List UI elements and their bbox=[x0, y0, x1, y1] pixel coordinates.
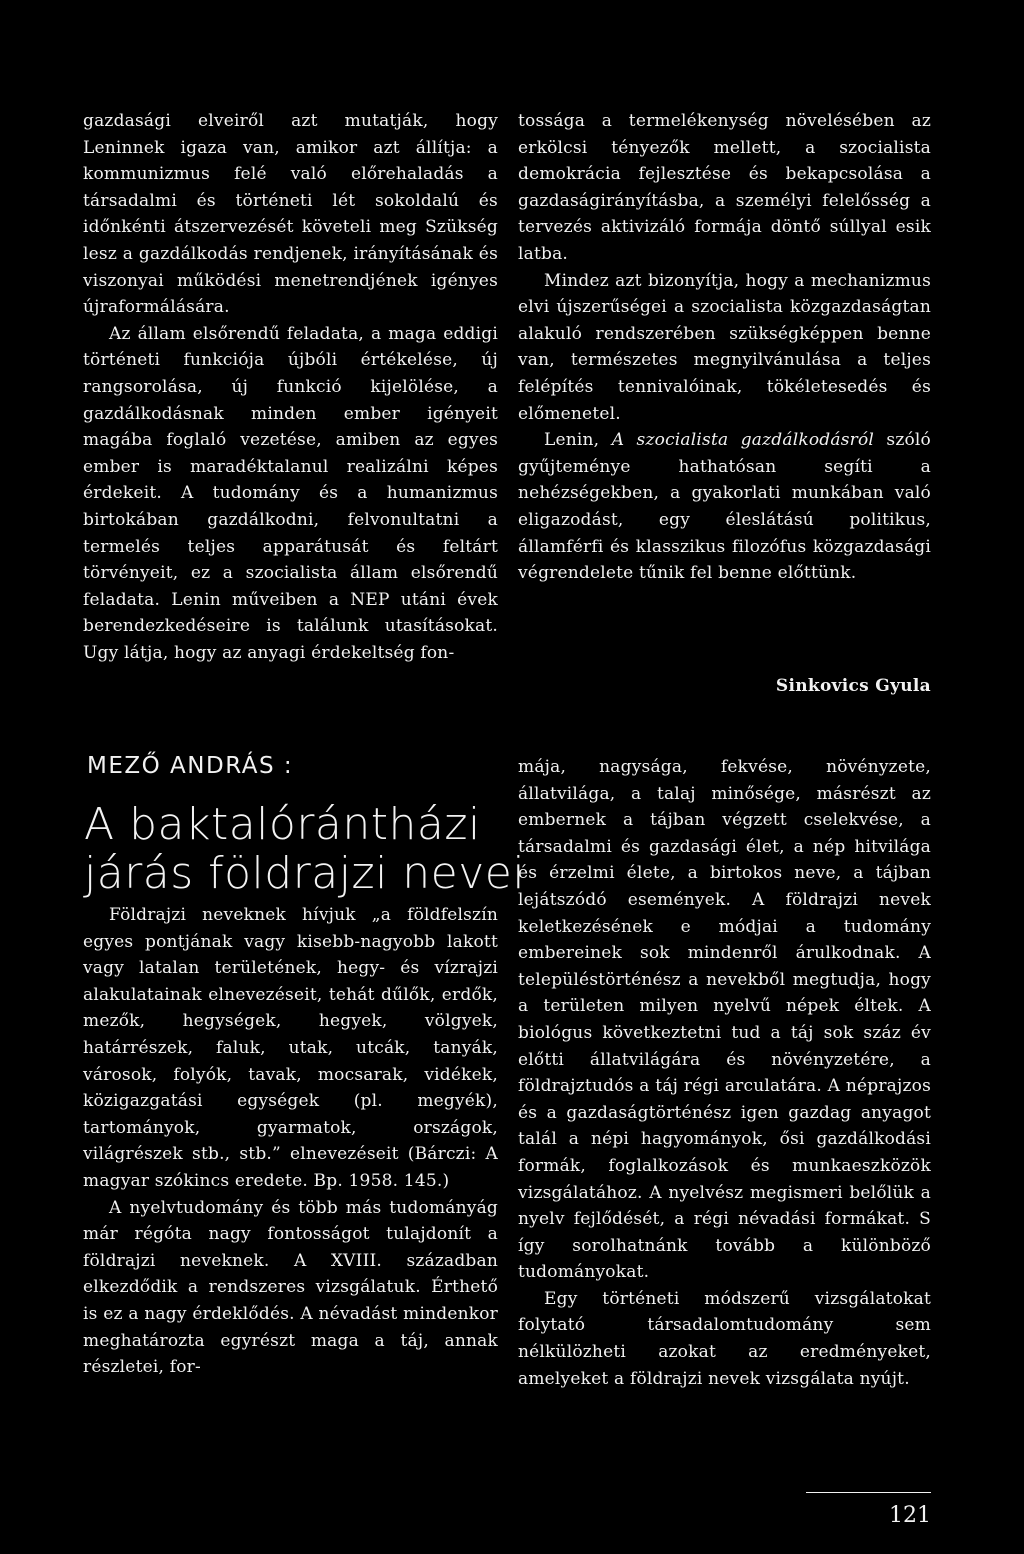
title-line: járás földrajzi nevei bbox=[84, 848, 526, 899]
paragraph: Mindez azt bizonyítja, hogy a mechanizmus elvi újszerűségei a szocialista közgazdaságtan alakuló rendszerében szükségképpen benne van, természetes megnyilvánulása a teljes felépítés tennivalóinak, tökéletesedés és előmenetel. bbox=[518, 270, 931, 424]
paragraph: Egy történeti módszerű vizsgálatokat folytató társadalomtudomány sem nélkülözheti azokat az eredményeket, amelyeket a földrajzi nevek vizsgálata nyújt. bbox=[518, 1288, 931, 1389]
bottom-left-column bbox=[83, 902, 498, 1381]
paragraph: Földrajzi neveknek hívjuk „a földfelszín egyes pontjának vagy kisebb-nagyobb lakott vagy latalan területének, hegy- és vízrajzi alakulatainak elnevezéseit, tehát dűlők, erdők, mezők, hegységek, hegyek, völgyek, határrészek, faluk, utak, utcák, tanyák, városok, folyók, tavak, mocsarak, vidékek, közigazgatási egységek (pl. megyék), tartományok, gyarmatok, országok, világrészek stb., stb.” elnevezéseit (Bárczi: A magyar szókincs eredete. Bp. 1958. 145.) bbox=[83, 905, 498, 1191]
paragraph: mája, nagysága, fekvése, növényzete, állatvilága, a talaj minősége, másrészt az embernek a tájban végzett cselekvése, a társadalmi és gazdasági élet, a nép hitvilága és érzelmi élete, a birtokos neve, a tájban lejátszódó események. A földrajzi nevek keletkezésének e módjai a tudomány embereinek sok mindenről árulkodnak. A településtörténész a nevekből megtudja, hogy a területen milyen nyelvű népek éltek. A biológus következtetni tud a táj sok száz év előtti állatvilágára és növényzetére, a földrajztudós a táj régi arculatára. A néprajzos és a gazdaságtörténész igen gazdag anyagot talál a népi hagyományok, ősi gazdálkodási formák, foglalkozások és munkaeszközök vizsgálatához. A nyelvész megismeri belőlük a nyelv fejlődését, a régi névadási formákat. S így sorolhatnánk tovább a különböző tudományokat. bbox=[518, 757, 931, 1283]
article-title bbox=[84, 799, 526, 899]
bottom-right-column bbox=[518, 754, 931, 1392]
paragraph: Az állam elsőrendű feladata, a maga eddigi történeti funkciója újbóli értékelése, új rangsorolása, új funkció kijelölése, a gazdálkodásnak minden ember igényeit magába foglaló vezetése, amiben az egyes ember is maradéktalanul realizálni képes érdekeit. A tudomány és a humanizmus birtokában gazdálkodni, felvonultatni a termelés teljes apparátusát és feltárt törvényeit, ez a szocialista állam elsőrendű feladata. Lenin műveiben a NEP utáni évek berendezkedéseire is találunk utasításokat. Ugy látja, hogy az anyagi érdekeltség fon- bbox=[83, 323, 498, 663]
paragraph: A nyelvtudomány és több más tudományág már régóta nagy fontosságot tulajdonít a földrajzi neveknek. A XVIII. században elkezdődik a rendszeres vizsgálatuk. Érthető is ez a nagy érdeklődés. A névadást mindenkor meghatározta egyrészt maga a táj, annak részletei, for- bbox=[83, 1197, 498, 1378]
book-title-italic: A szocialista gazdálkodásról bbox=[611, 430, 875, 451]
paragraph: tossága a termelékenység növelésében az erkölcsi tényezők mellett, a szocialista demokrácia fejlesztése és bekapcsolása a gazdaságirányításba, a személyi felelősség a tervezés aktivizáló formája döntő súllyal esik latba. bbox=[518, 111, 931, 264]
paragraph bbox=[518, 427, 931, 587]
text-run: Lenin, bbox=[544, 430, 612, 451]
paragraph: gazdasági elveiről azt mutatják, hogy Leninnek igaza van, amikor azt állítja: a kommunizmus felé való előrehaladás a társadalmi és történeti lét sokoldalú és időnkénti átszervezését követeli meg Szükség lesz a gazdálkodás rendjenek, irányításának és viszonyai működési menetrendjének igényes újraformálására. bbox=[83, 111, 498, 318]
signature: Sinkovics Gyula bbox=[775, 676, 931, 696]
article-author: MEZŐ ANDRÁS : bbox=[87, 753, 294, 779]
title-line: A baktalórántházi bbox=[84, 799, 481, 850]
top-left-column bbox=[83, 108, 498, 666]
text-run: szóló gyűjteménye hathatósan segíti a nehézségekben, a gyakorlati munkában való eligazodást, egy éleslátású politikus, államférfi és klasszikus filozófus közgazdasági végrendelete tűnik fel benne előttünk. bbox=[518, 430, 931, 584]
page-number: 121 bbox=[889, 1503, 931, 1528]
top-right-column bbox=[518, 108, 931, 587]
footer-rule bbox=[806, 1492, 931, 1493]
